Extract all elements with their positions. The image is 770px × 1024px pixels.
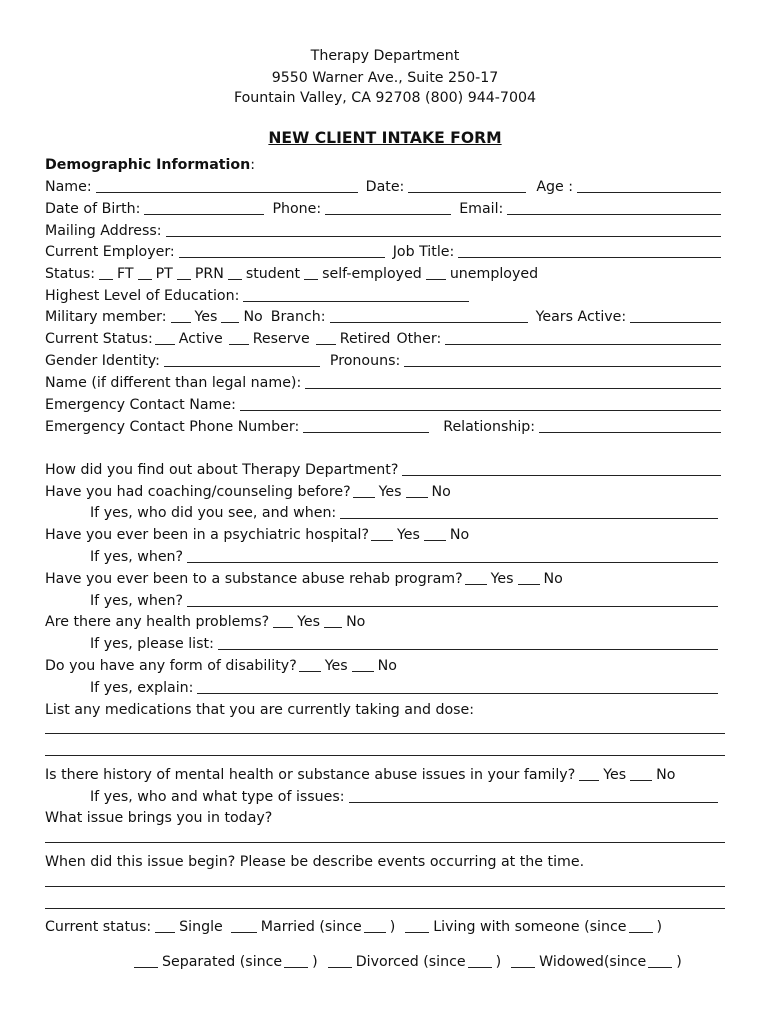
- rehab-when-row: [90, 588, 722, 610]
- living-checkbox[interactable]: [405, 918, 429, 933]
- married-label: Married (since: [260, 919, 362, 935]
- pronouns-label: Pronouns:: [329, 353, 401, 369]
- coaching-who-label: If yes, who did you see, and when:: [90, 505, 337, 521]
- status-self-employed-checkbox[interactable]: [304, 265, 318, 280]
- mailing-label: Mailing Address:: [45, 223, 162, 239]
- reserve-checkbox[interactable]: [229, 330, 249, 345]
- phone-field[interactable]: [325, 200, 451, 215]
- email-label: Email:: [459, 201, 504, 217]
- retired-label: Retired: [339, 331, 391, 347]
- rehab-no-checkbox[interactable]: [518, 570, 540, 585]
- medications-line-1[interactable]: [45, 733, 725, 734]
- other-label: Other:: [396, 331, 442, 347]
- status-student-checkbox[interactable]: [228, 265, 242, 280]
- active-label: Active: [178, 331, 223, 347]
- alt-name-field[interactable]: [305, 374, 721, 389]
- psych-label: Have you ever been in a psychiatric hospital?: [45, 527, 369, 543]
- military-yes-label: Yes: [194, 309, 218, 325]
- military-yes-checkbox[interactable]: [171, 308, 191, 323]
- emergency-name-field[interactable]: [240, 396, 721, 411]
- rehab-row: [45, 566, 725, 588]
- issue-begin-row: [45, 849, 725, 871]
- form-title: NEW CLIENT INTAKE FORM: [268, 129, 502, 147]
- emergency-name-row: [45, 392, 725, 414]
- other-field[interactable]: [445, 330, 721, 345]
- married-close: ): [389, 919, 396, 935]
- find-out-label: How did you find out about Therapy Department?: [45, 462, 399, 478]
- disability-row: [45, 653, 725, 675]
- status-self-employed-label: self-employed: [322, 266, 422, 282]
- psych-when-label: If yes, when?: [90, 549, 184, 565]
- marital-row-2: [134, 949, 734, 971]
- disability-explain-row: [90, 675, 722, 697]
- rehab-yes-label: Yes: [490, 571, 514, 587]
- family-yes-label: Yes: [603, 767, 627, 783]
- years-active-label: Years Active:: [535, 309, 627, 325]
- date-field[interactable]: [408, 178, 526, 193]
- widowed-checkbox[interactable]: [511, 953, 535, 968]
- widowed-close: ): [676, 954, 682, 970]
- coaching-row: [45, 479, 725, 501]
- health-no-checkbox[interactable]: [324, 613, 342, 628]
- family-no-label: No: [656, 767, 676, 783]
- disability-explain-field[interactable]: [197, 679, 718, 694]
- service-status-row: [45, 326, 725, 348]
- phone-label: Phone:: [272, 201, 322, 217]
- military-label: Military member:: [45, 309, 167, 325]
- divorced-checkbox[interactable]: [328, 953, 352, 968]
- disability-no-checkbox[interactable]: [352, 657, 374, 672]
- disability-yes-label: Yes: [324, 658, 348, 674]
- branch-field[interactable]: [330, 308, 528, 323]
- reserve-label: Reserve: [252, 331, 310, 347]
- alt-name-row: [45, 370, 725, 392]
- email-field[interactable]: [507, 200, 721, 215]
- issue-begin-line-2[interactable]: [45, 908, 725, 909]
- family-who-row: [90, 784, 722, 806]
- address-line-2: Fountain Valley, CA 92708 (800) 944-7004: [233, 90, 537, 106]
- job-title-label: Job Title:: [392, 244, 455, 260]
- emergency-phone-row: [45, 414, 725, 436]
- health-no-label: No: [346, 614, 366, 630]
- department-name: Therapy Department: [310, 48, 460, 64]
- widowed-label: Widowed(since: [539, 954, 647, 970]
- coaching-no-checkbox[interactable]: [406, 483, 428, 498]
- age-field[interactable]: [577, 178, 721, 193]
- gender-label: Gender Identity:: [45, 353, 160, 369]
- issue-row: [45, 805, 725, 827]
- disability-yes-checkbox[interactable]: [299, 657, 321, 672]
- separated-close: ): [312, 954, 318, 970]
- widowed-since-field[interactable]: [648, 953, 672, 968]
- demographic-heading-row: [45, 152, 725, 174]
- years-active-field[interactable]: [630, 308, 721, 323]
- status-label: Status:: [45, 266, 95, 282]
- employer-label: Current Employer:: [45, 244, 175, 260]
- coaching-who-field[interactable]: [340, 504, 718, 519]
- family-who-field[interactable]: [349, 788, 718, 803]
- service-status-label: Current Status:: [45, 331, 153, 347]
- date-label: Date:: [365, 179, 405, 195]
- status-ft-checkbox[interactable]: [99, 265, 113, 280]
- issue-label: What issue brings you in today?: [45, 810, 273, 826]
- job-title-field[interactable]: [458, 243, 721, 258]
- mailing-row: [45, 218, 725, 240]
- issue-begin-line-1[interactable]: [45, 886, 725, 887]
- medications-line-2[interactable]: [45, 755, 725, 756]
- alt-name-label: Name (if different than legal name):: [45, 375, 302, 391]
- health-yes-label: Yes: [297, 614, 321, 630]
- disability-explain-label: If yes, explain:: [90, 680, 194, 696]
- rehab-yes-checkbox[interactable]: [465, 570, 487, 585]
- disability-no-label: No: [377, 658, 397, 674]
- emergency-phone-field[interactable]: [303, 418, 429, 433]
- family-row: [45, 762, 725, 784]
- disability-label: Do you have any form of disability?: [45, 658, 297, 674]
- psych-no-label: No: [449, 527, 470, 543]
- health-yes-checkbox[interactable]: [273, 613, 293, 628]
- living-since-field[interactable]: [629, 918, 653, 933]
- address-line-1: 9550 Warner Ave., Suite 250-17: [271, 70, 499, 86]
- heading-colon: :: [250, 157, 256, 173]
- status-prn-label: PRN: [194, 266, 224, 282]
- branch-label: Branch:: [270, 309, 326, 325]
- medications-label: List any medications that you are currently taking and dose:: [45, 702, 475, 718]
- coaching-who-row: [90, 500, 722, 522]
- dob-row: [45, 196, 725, 218]
- rehab-no-label: No: [543, 571, 563, 587]
- education-field[interactable]: [243, 287, 469, 302]
- age-label: Age :: [536, 179, 574, 195]
- education-row: [45, 283, 725, 305]
- pronouns-field[interactable]: [404, 352, 721, 367]
- psych-when-row: [90, 544, 722, 566]
- status-pt-label: PT: [155, 266, 173, 282]
- status-row: [45, 261, 725, 283]
- issue-begin-label: When did this issue begin? Please be describe events occurring at the time.: [45, 854, 585, 870]
- status-unemployed-checkbox[interactable]: [426, 265, 446, 280]
- coaching-no-label: No: [431, 484, 451, 500]
- employer-row: [45, 239, 725, 261]
- demographic-heading: Demographic Information: [45, 157, 251, 173]
- living-close: ): [656, 919, 663, 935]
- emergency-name-label: Emergency Contact Name:: [45, 397, 236, 413]
- family-yes-checkbox[interactable]: [579, 766, 599, 781]
- military-no-label: No: [243, 309, 263, 325]
- name-row: [45, 174, 725, 196]
- psych-no-checkbox[interactable]: [424, 526, 446, 541]
- status-prn-checkbox[interactable]: [177, 265, 191, 280]
- dob-label: Date of Birth:: [45, 201, 141, 217]
- name-label: Name:: [45, 179, 92, 195]
- health-list-field[interactable]: [218, 635, 718, 650]
- separated-label: Separated (since: [162, 954, 283, 970]
- letterhead: [0, 46, 770, 108]
- relationship-field[interactable]: [539, 418, 721, 433]
- rehab-when-field[interactable]: [187, 592, 718, 607]
- psych-yes-label: Yes: [397, 527, 420, 543]
- coaching-label: Have you had coaching/counseling before?: [45, 484, 351, 500]
- psych-row: [45, 522, 725, 544]
- status-unemployed-label: unemployed: [449, 266, 539, 282]
- emergency-phone-label: Emergency Contact Phone Number:: [45, 419, 300, 435]
- single-checkbox[interactable]: [155, 918, 175, 933]
- status-pt-checkbox[interactable]: [138, 265, 152, 280]
- separated-checkbox[interactable]: [134, 953, 158, 968]
- married-since-field[interactable]: [364, 918, 386, 933]
- health-list-row: [90, 631, 722, 653]
- health-label: Are there any health problems?: [45, 614, 270, 630]
- coaching-yes-checkbox[interactable]: [353, 483, 375, 498]
- active-checkbox[interactable]: [155, 330, 175, 345]
- single-label: Single: [179, 919, 223, 935]
- rehab-when-label: If yes, when?: [90, 593, 184, 609]
- marital-row-1: [45, 914, 725, 936]
- marital-status-label: Current status:: [45, 919, 152, 935]
- health-list-label: If yes, please list:: [90, 636, 214, 652]
- education-label: Highest Level of Education:: [45, 288, 240, 304]
- family-no-checkbox[interactable]: [630, 766, 652, 781]
- divorced-label: Divorced (since: [355, 954, 466, 970]
- divorced-close: ): [495, 954, 502, 970]
- status-ft-label: FT: [117, 266, 134, 282]
- find-out-row: [45, 457, 725, 479]
- divorced-since-field[interactable]: [468, 953, 492, 968]
- employer-field[interactable]: [179, 243, 385, 258]
- psych-yes-checkbox[interactable]: [371, 526, 393, 541]
- military-row: [45, 304, 725, 326]
- status-student-label: student: [245, 266, 301, 282]
- retired-checkbox[interactable]: [316, 330, 336, 345]
- gender-field[interactable]: [164, 352, 320, 367]
- mailing-field[interactable]: [166, 222, 721, 237]
- medications-row: [45, 697, 725, 719]
- living-label: Living with someone (since: [433, 919, 627, 935]
- gender-row: [45, 348, 725, 370]
- coaching-yes-label: Yes: [378, 484, 402, 500]
- separated-since-field[interactable]: [284, 953, 308, 968]
- name-field[interactable]: [96, 178, 358, 193]
- rehab-label: Have you ever been to a substance abuse rehab program?: [45, 571, 463, 587]
- married-checkbox[interactable]: [231, 918, 257, 933]
- dob-field[interactable]: [144, 200, 264, 215]
- psych-when-field[interactable]: [187, 548, 718, 563]
- issue-line[interactable]: [45, 842, 725, 843]
- find-out-field[interactable]: [402, 461, 721, 476]
- family-label: Is there history of mental health or substance abuse issues in your family?: [45, 767, 576, 783]
- military-no-checkbox[interactable]: [221, 308, 239, 323]
- relationship-label: Relationship:: [443, 419, 536, 435]
- health-row: [45, 609, 725, 631]
- family-who-label: If yes, who and what type of issues:: [90, 789, 345, 805]
